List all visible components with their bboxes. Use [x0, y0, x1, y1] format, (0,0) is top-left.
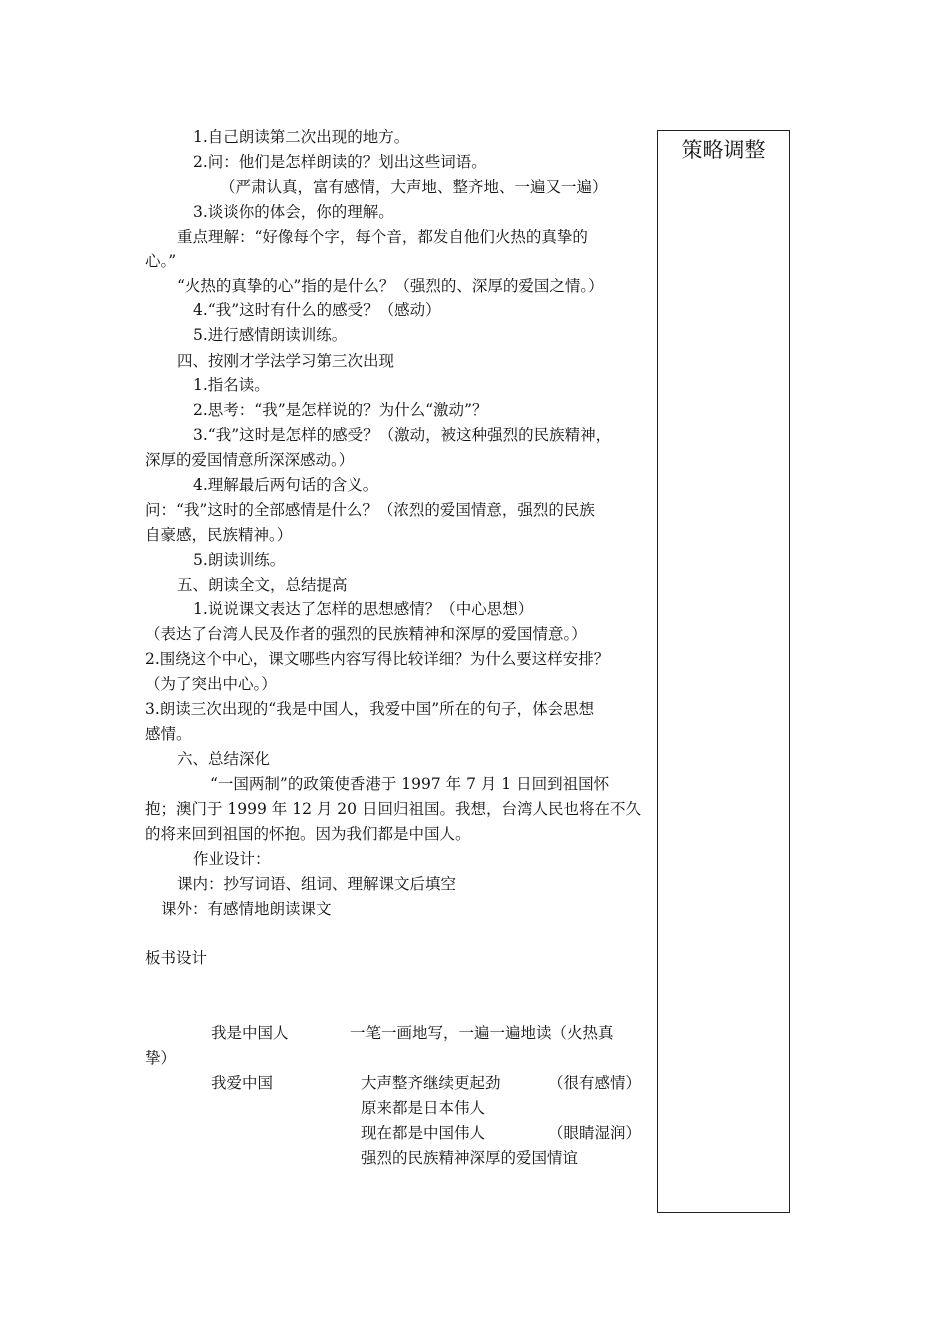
- board-right-2: 大声整齐继续更起劲: [361, 1074, 501, 1092]
- board-left-1: 我是中国人: [211, 1024, 289, 1042]
- text-line: 5.朗读训练。: [193, 551, 286, 569]
- text-line: 4.理解最后两句话的含义。: [193, 476, 379, 494]
- board-right-1: 一笔一画地写，一遍一遍地读（火热真: [350, 1024, 614, 1042]
- text-line: 心。”: [145, 252, 177, 270]
- strategy-adjustment-title: 策略调整: [681, 138, 766, 162]
- text-line: 4.“我”这时有什么的感受？（感动）: [193, 301, 441, 319]
- section-heading: 六、总结深化: [177, 750, 271, 768]
- text-line: 自豪感，民族精神。）: [145, 526, 293, 544]
- board-right-1-cont: 挚）: [145, 1049, 177, 1067]
- text-line: （严肃认真，富有感情，大声地、整齐地、一遍又一遍）: [220, 178, 608, 196]
- strategy-adjustment-box: [657, 130, 790, 1213]
- text-line: 1.自己朗读第二次出现的地方。: [193, 128, 410, 146]
- text-line: 3.朗读三次出现的“我是中国人，我爱中国”所在的句子，体会思想: [145, 700, 595, 718]
- text-line: “一国两制”的政策使香港于 1997 年 7 月 1 日回到祖国怀: [210, 775, 610, 793]
- text-line: 1.说说课文表达了怎样的思想感情？（中心思想）: [193, 600, 534, 618]
- board-note-2: （很有感情）: [548, 1074, 642, 1092]
- board-right-5: 强烈的民族精神深厚的爱国情谊: [361, 1149, 579, 1167]
- text-line: 1.指名读。: [193, 376, 270, 394]
- text-line: 感情。: [145, 725, 192, 743]
- text-line: 抱；澳门于 1999 年 12 月 20 日回归祖国。我想，台湾人民也将在不久: [145, 800, 641, 818]
- text-line: 5.进行感情朗读训练。: [193, 326, 348, 344]
- text-line: 2.问：他们是怎样朗读的？划出这些词语。: [193, 153, 487, 171]
- board-note-4: （眼睛湿润）: [548, 1124, 642, 1142]
- text-line: 问：“我”这时的全部感情是什么？（浓烈的爱国情意，强烈的民族: [145, 501, 595, 519]
- text-line: 课外：有感情地朗读课文: [161, 900, 332, 918]
- board-right-3: 原来都是日本伟人: [361, 1099, 486, 1117]
- board-design-heading: 板书设计: [145, 949, 208, 967]
- homework-heading: 作业设计：: [193, 850, 271, 868]
- text-line: “火热的真挚的心”指的是什么？（强烈的、深厚的爱国之情。）: [177, 277, 604, 295]
- section-heading: 五、朗读全文，总结提高: [177, 576, 348, 594]
- text-line: 课内：抄写词语、组词、理解课文后填空: [177, 875, 457, 893]
- text-line: 的将来回到祖国的怀抱。因为我们都是中国人。: [145, 825, 471, 843]
- board-left-2: 我爱中国: [211, 1074, 274, 1092]
- section-heading: 四、按刚才学法学习第三次出现: [177, 352, 395, 370]
- text-line: （为了突出中心。）: [145, 675, 277, 693]
- text-line: 3.“我”这时是怎样的感受？（激动，被这种强烈的民族精神，: [193, 426, 612, 444]
- text-line: 3.谈谈你的体会，你的理解。: [193, 203, 394, 221]
- text-line: （表达了台湾人民及作者的强烈的民族精神和深厚的爱国情意。）: [145, 625, 587, 643]
- text-line: 深厚的爱国情意所深深感动。）: [145, 451, 355, 469]
- text-line: 重点理解：“好像每个字，每个音，都发自他们火热的真挚的: [177, 228, 588, 246]
- text-line: 2.围绕这个中心，课文哪些内容写得比较详细？为什么要这样安排？: [145, 650, 610, 668]
- text-line: 2.思考：“我”是怎样说的？为什么“激动”？: [193, 401, 488, 419]
- board-right-4: 现在都是中国伟人: [361, 1124, 486, 1142]
